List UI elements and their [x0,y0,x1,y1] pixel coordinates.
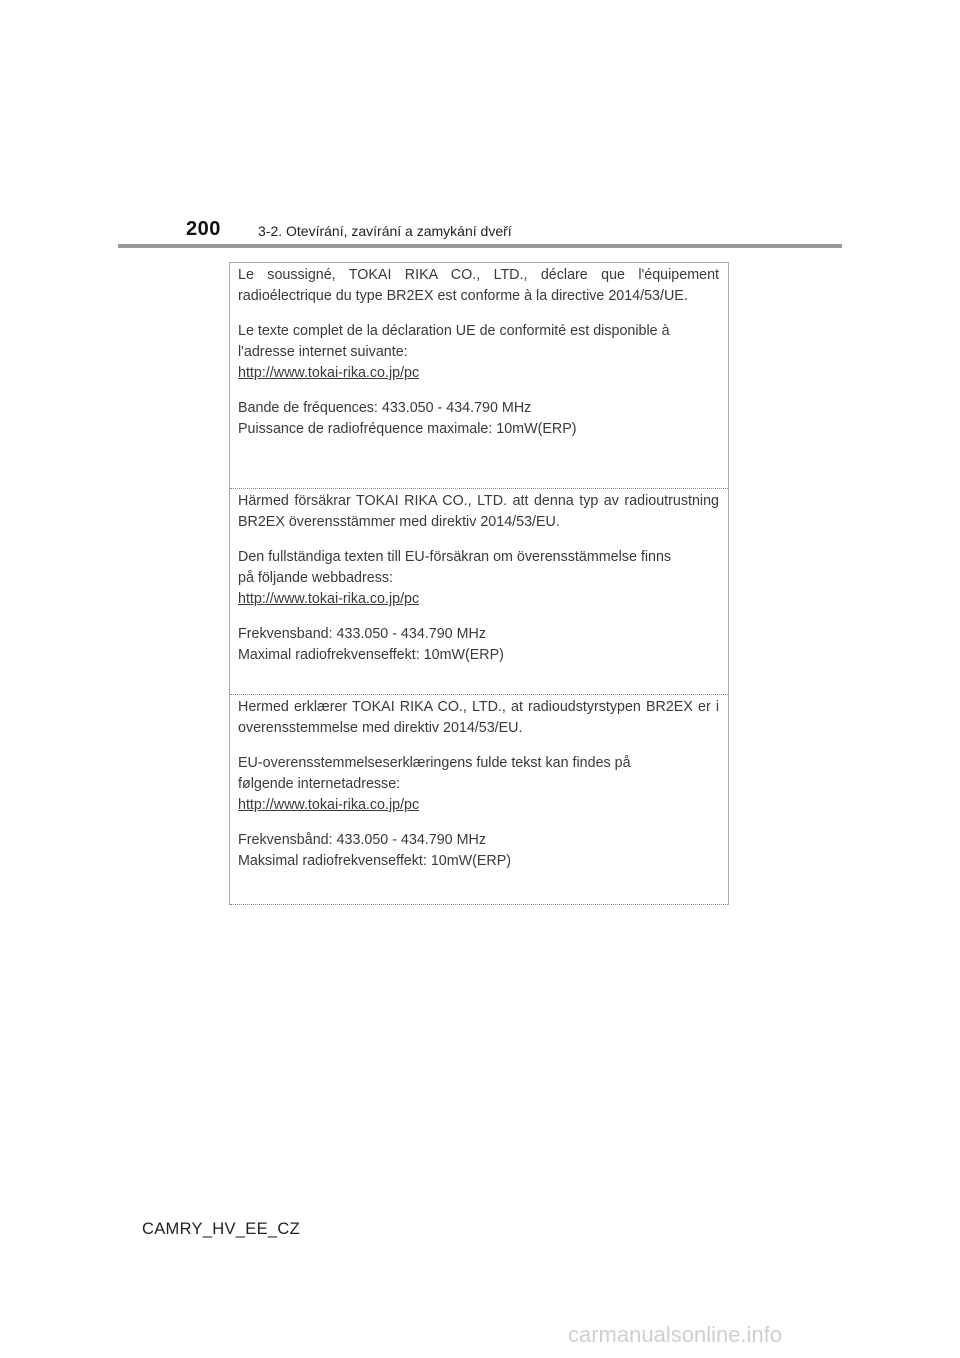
frequency-band: Bande de fréquences: 433.050 - 434.790 MHz [238,400,532,416]
declaration-section-sv [230,489,728,695]
fulltext-line: Le texte complet de la déclaration UE de conformité est disponible à [238,323,670,339]
model-code: CAMRY_HV_EE_CZ [142,1220,300,1238]
spec-block [238,398,719,440]
declaration-text: Hermed erklærer TOKAI RIKA CO., LTD., at radioudstyrstypen BR2EX er i overensstemmelse med direktiv 2014/53/EU. [238,699,719,736]
page-number: 200 [186,218,221,240]
max-power: Puissance de radiofréquence maximale: 10mW(ERP) [238,421,577,437]
declaration-url-link[interactable]: http://www.tokai-rika.co.jp/pc [238,365,420,381]
max-power: Maksimal radiofrekvenseffekt: 10mW(ERP) [238,853,512,869]
fulltext-line: følgende internetadresse: [238,776,401,792]
declaration-section-fr [230,263,728,489]
fulltext-block [238,547,719,610]
header-divider [118,244,842,248]
fulltext-block [238,321,719,384]
declaration-box [229,262,729,905]
fulltext-line: Den fullständiga texten till EU-försäkran om överensstämmelse finns [238,549,672,565]
spec-block [238,830,719,872]
frequency-band: Frekvensband: 433.050 - 434.790 MHz [238,626,486,642]
spec-block [238,624,719,666]
frequency-band: Frekvensbånd: 433.050 - 434.790 MHz [238,832,486,848]
max-power: Maximal radiofrekvenseffekt: 10mW(ERP) [238,647,504,663]
fulltext-line: EU-overensstemmelseserklæringens fulde tekst kan findes på [238,755,631,771]
watermark: carmanualsonline.info [568,1322,783,1347]
fulltext-block [238,753,719,816]
declaration-text: Härmed försäkrar TOKAI RIKA CO., LTD. att denna typ av radioutrustning BR2EX överensstämmer med direktiv 2014/53/EU. [238,493,719,530]
declaration-url-link[interactable]: http://www.tokai-rika.co.jp/pc [238,591,420,607]
declaration-text: Le soussigné, TOKAI RIKA CO., LTD., déclare que l'équipement radioélectrique du type BR2EX est conforme à la directive 2014/53/UE. [238,267,719,304]
fulltext-line: på följande webbadress: [238,570,393,586]
section-title: 3-2. Otevírání, zavírání a zamykání dveří [258,223,512,239]
fulltext-line: l'adresse internet suivante: [238,344,408,360]
declaration-url-link[interactable]: http://www.tokai-rika.co.jp/pc [238,797,420,813]
declaration-section-da [230,695,728,905]
